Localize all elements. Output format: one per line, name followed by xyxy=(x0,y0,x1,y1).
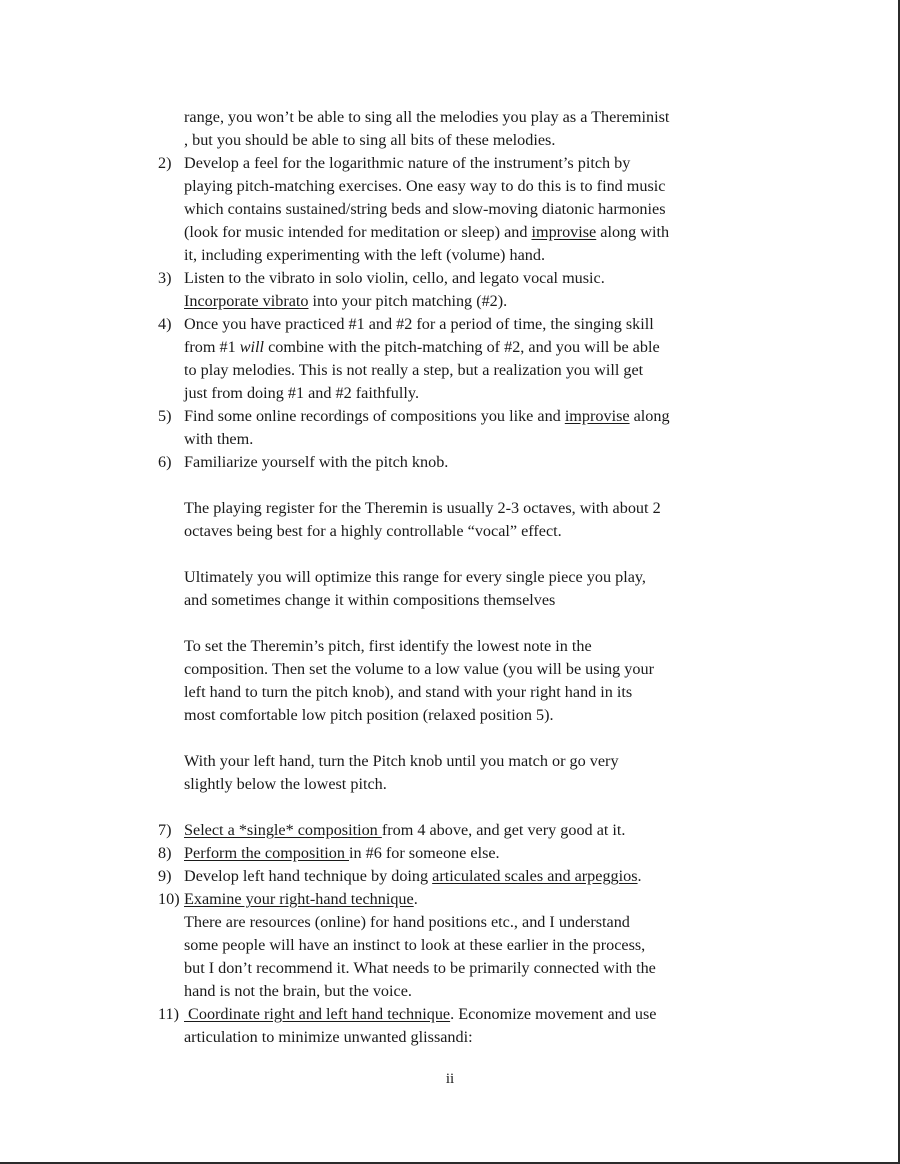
intro-paragraph xyxy=(158,106,798,152)
text-run: . xyxy=(413,890,418,908)
item-number: 5) xyxy=(158,407,172,425)
text-line: hand is not the brain, but the voice. xyxy=(184,982,412,1000)
text-line: some people will have an instinct to look at these earlier in the process, xyxy=(184,936,646,954)
item-number: 9) xyxy=(158,867,172,885)
underlined-text: Incorporate vibrato xyxy=(184,292,309,310)
text-line: Listen to the vibrato in solo violin, cello, and legato vocal music. xyxy=(184,269,605,287)
text-line: slightly below the lowest pitch. xyxy=(184,775,387,793)
item-number: 10) xyxy=(158,890,180,908)
underlined-text: Select a *single* composition xyxy=(184,821,382,839)
item-number: 2) xyxy=(158,154,172,172)
text-line: most comfortable low pitch position (relaxed position 5). xyxy=(184,706,554,724)
page-number: ii xyxy=(445,1071,455,1087)
text-line xyxy=(184,405,798,428)
text-line: With your left hand, turn the Pitch knob until you match or go very xyxy=(184,752,619,770)
text-run: along xyxy=(629,407,670,425)
text-run: combine with the pitch-matching of #2, and you will be able xyxy=(264,338,660,356)
text-line: octaves being best for a highly controllable “vocal” effect. xyxy=(184,522,562,540)
text-run: in #6 for someone else. xyxy=(349,844,500,862)
text-line: There are resources (online) for hand positions etc., and I understand xyxy=(184,913,630,931)
underlined-text: improvise xyxy=(564,407,630,425)
text-line: composition. Then set the volume to a low value (you will be using your xyxy=(184,660,654,678)
text-line xyxy=(184,865,798,888)
text-line: articulation to minimize unwanted glissandi: xyxy=(184,1028,473,1046)
text-run: (look for music intended for meditation or sleep) and xyxy=(184,223,532,241)
text-line: Ultimately you will optimize this range for every single piece you play, xyxy=(184,568,646,586)
underlined-text: Coordinate right and left hand technique xyxy=(184,1005,451,1023)
item-number: 6) xyxy=(158,453,172,471)
item-number: 7) xyxy=(158,821,172,839)
underlined-text: Examine your right-hand technique xyxy=(184,890,414,908)
text-line xyxy=(184,819,798,842)
text-line: Once you have practiced #1 and #2 for a period of time, the singing skill xyxy=(184,315,654,333)
text-run: along with xyxy=(596,223,670,241)
list-item-7 xyxy=(158,819,798,842)
item-number: 3) xyxy=(158,269,172,287)
text-line: Develop a feel for the logarithmic nature of the instrument’s pitch by xyxy=(184,154,631,172)
text-line xyxy=(184,842,798,865)
text-line: but I don’t recommend it. What needs to be primarily connected with the xyxy=(184,959,656,977)
list-item-6 xyxy=(158,451,798,819)
item-number: 4) xyxy=(158,315,172,333)
text-line: , but you should be able to sing all bits of these melodies. xyxy=(184,131,556,149)
list-item-5 xyxy=(158,405,798,451)
text-line: which contains sustained/string beds and slow-moving diatonic harmonies xyxy=(184,200,666,218)
text-line xyxy=(184,888,798,911)
text-line: with them. xyxy=(184,430,254,448)
text-line: The playing register for the Theremin is usually 2-3 octaves, with about 2 xyxy=(184,499,661,517)
list-item-4 xyxy=(158,313,798,405)
text-run: into your pitch matching (#2). xyxy=(308,292,508,310)
text-run: Develop left hand technique by doing xyxy=(184,867,433,885)
list-item-11 xyxy=(158,1003,798,1049)
text-run: from #1 xyxy=(184,338,240,356)
list-item-8 xyxy=(158,842,798,865)
underlined-text: articulated scales and arpeggios xyxy=(432,867,638,885)
italic-text: will xyxy=(239,338,265,356)
text-line: playing pitch-matching exercises. One easy way to do this is to find music xyxy=(184,177,666,195)
list-item-9 xyxy=(158,865,798,888)
text-run: from 4 above, and get very good at it. xyxy=(381,821,626,839)
text-line xyxy=(184,290,798,313)
text-line xyxy=(184,1003,798,1026)
item-number: 11) xyxy=(158,1005,179,1023)
list-item-2 xyxy=(158,152,798,267)
list-item-3 xyxy=(158,267,798,313)
text-line: just from doing #1 and #2 faithfully. xyxy=(184,384,419,402)
text-line xyxy=(184,336,798,359)
underlined-text: Perform the composition xyxy=(184,844,349,862)
text-run: Find some online recordings of compositions you like and xyxy=(184,407,565,425)
list-item-10 xyxy=(158,888,798,1003)
text-line: To set the Theremin’s pitch, first identify the lowest note in the xyxy=(184,637,592,655)
document-body xyxy=(158,106,798,1049)
text-line: range, you won’t be able to sing all the melodies you play as a Thereminist xyxy=(184,108,670,126)
text-line xyxy=(184,221,798,244)
text-run: . xyxy=(637,867,642,885)
text-line: and sometimes change it within compositions themselves xyxy=(184,591,556,609)
text-line: it, including experimenting with the left (volume) hand. xyxy=(184,246,545,264)
underlined-text: improvise xyxy=(531,223,597,241)
item-number: 8) xyxy=(158,844,172,862)
text-line: to play melodies. This is not really a step, but a realization you will get xyxy=(184,361,644,379)
text-run: . Economize movement and use xyxy=(450,1005,657,1023)
text-line: Familiarize yourself with the pitch knob. xyxy=(184,453,449,471)
text-line: left hand to turn the pitch knob), and stand with your right hand in its xyxy=(184,683,633,701)
